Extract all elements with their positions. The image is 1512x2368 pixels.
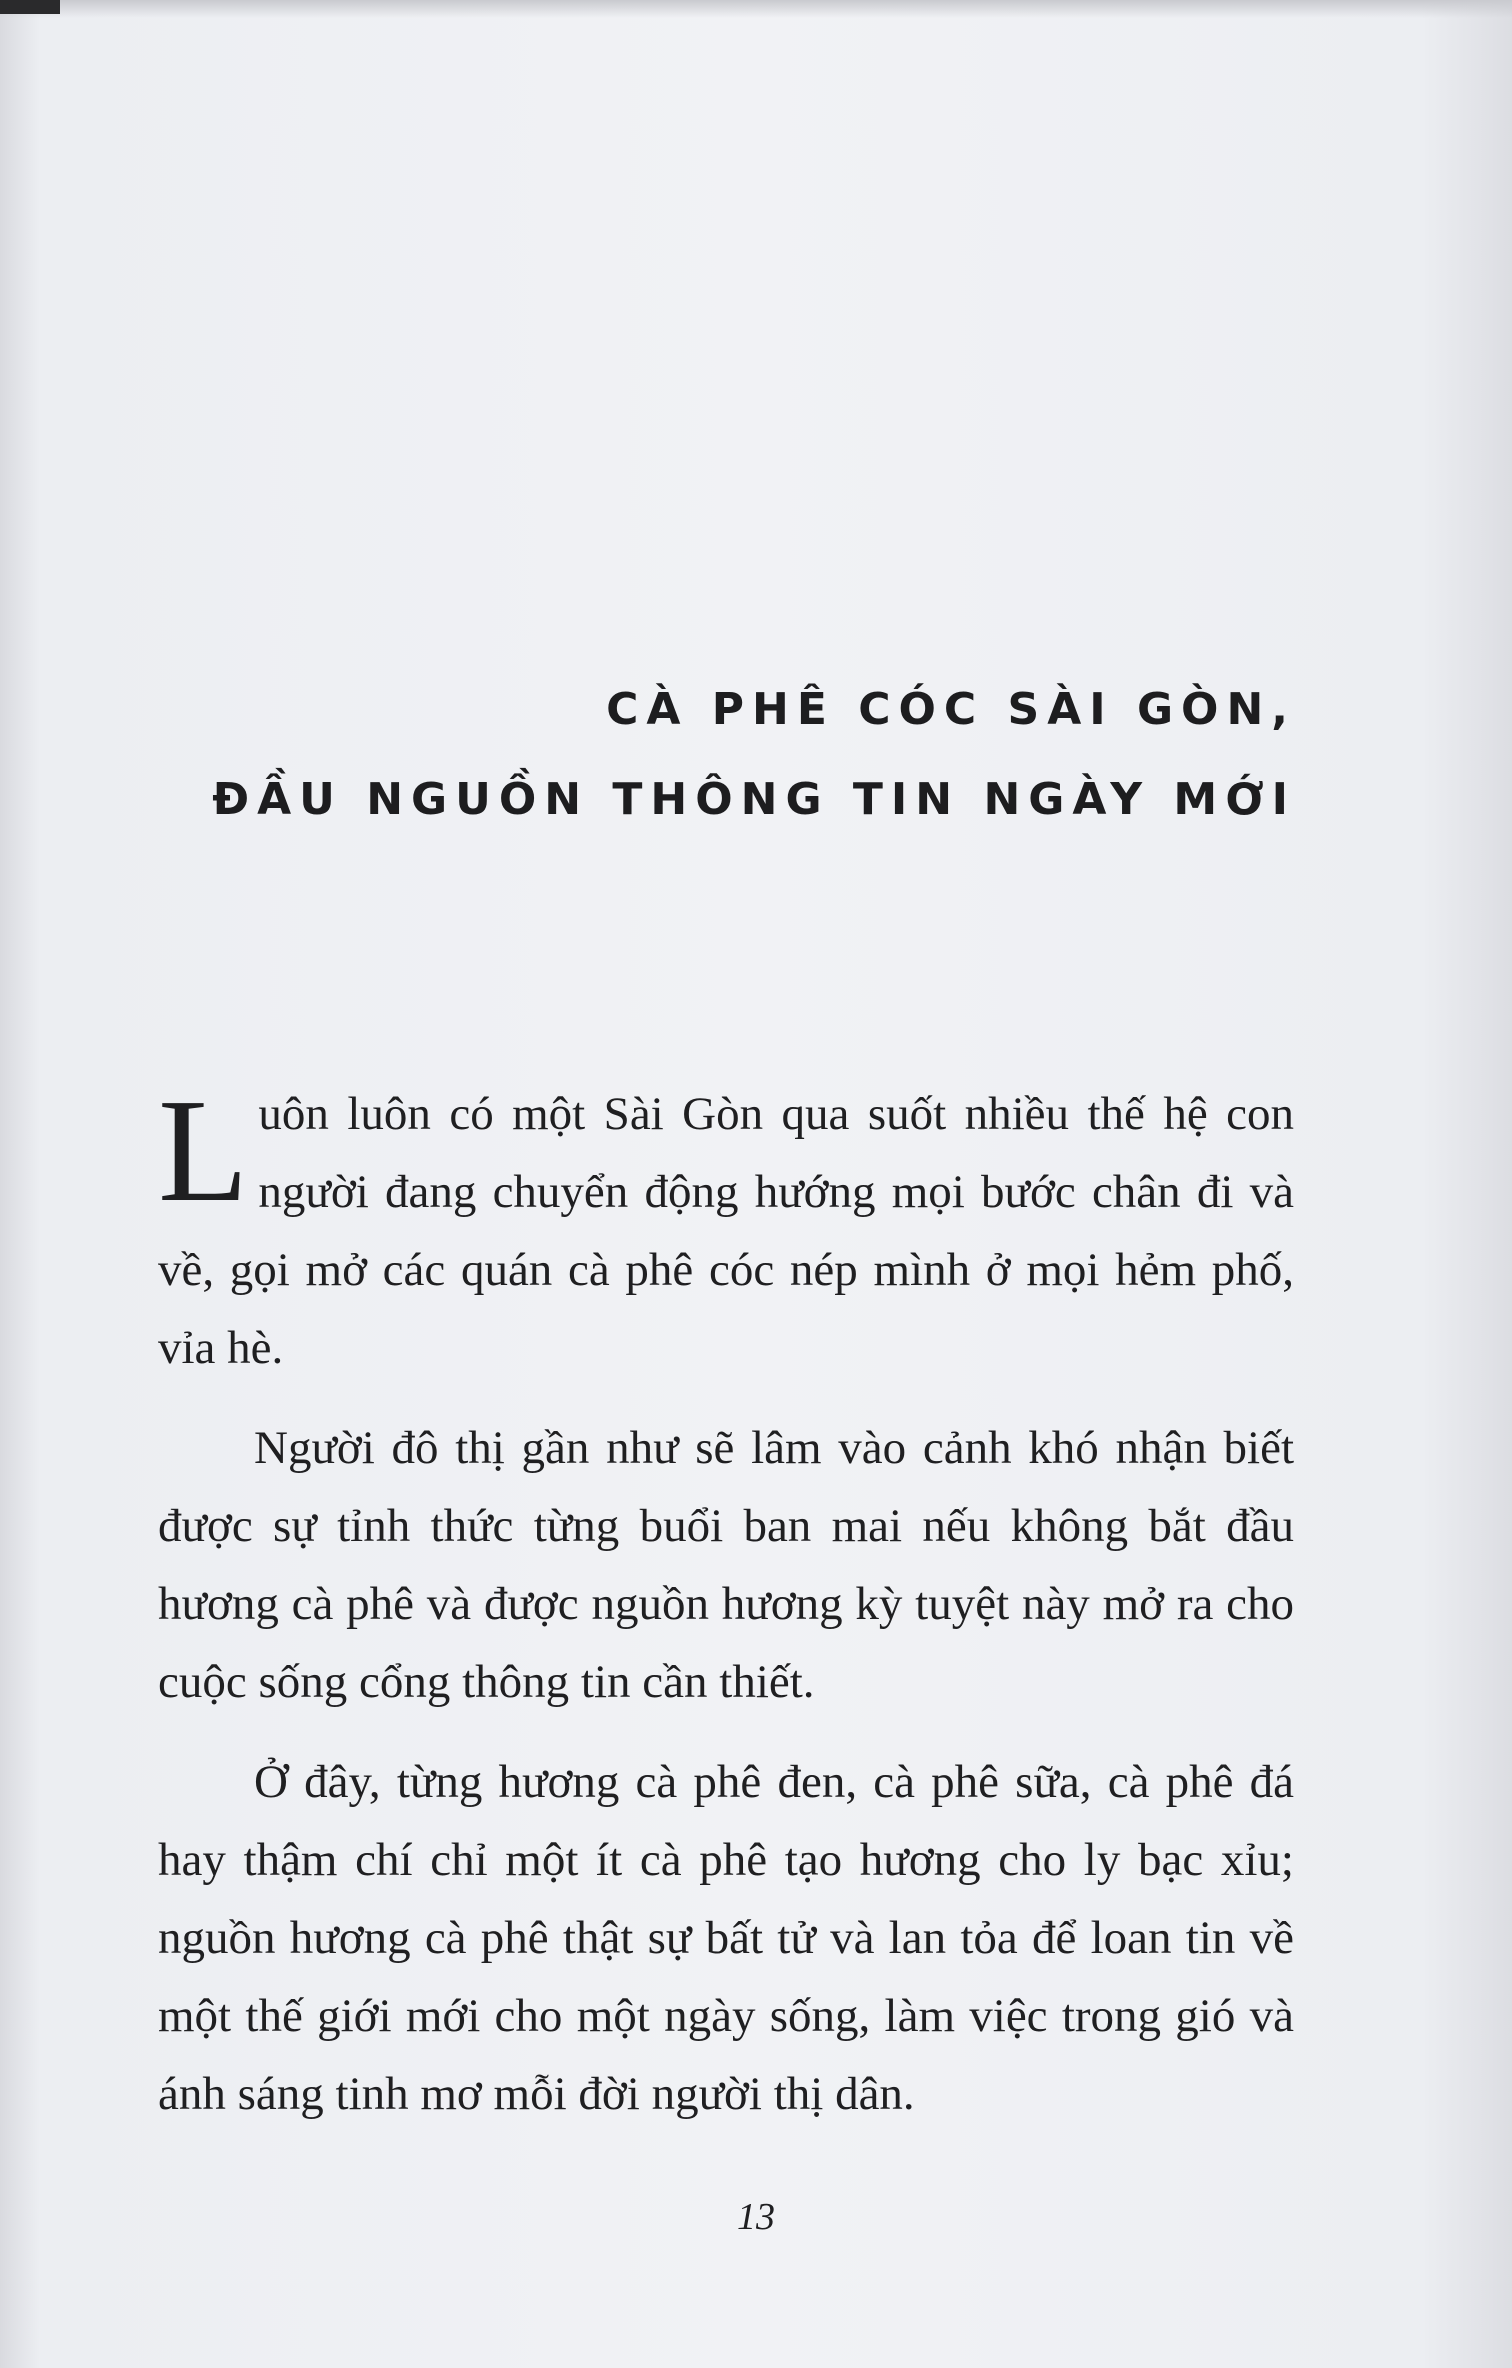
paragraph-3: Ở đây, từng hương cà phê đen, cà phê sữa, cà phê đá hay thậm chí chỉ một ít cà phê tạo hương cho ly bạc xỉu; nguồn hương cà phê thật sự bất tử và lan tỏa để loan tin về một thế giới mới cho một ngày sống, làm việc trong gió và ánh sáng tinh mơ mỗi đời người thị dân. [158, 1756, 1294, 2120]
page-number: 13 [737, 2196, 775, 2238]
chapter-title-line-2: ĐẦU NGUỒN THÔNG TIN NGÀY MỚI [212, 774, 1296, 825]
body-text [158, 1069, 1294, 2155]
page-corner-edge [0, 0, 60, 14]
paragraph-1-text: uôn luôn có một Sài Gòn qua suốt nhiều thế hệ con người đang chuyển động hướng mọi bước chân đi và về, gọi mở các quán cà phê cóc nép mình ở mọi hẻm phố, vỉa hè. [158, 1088, 1294, 1374]
chapter-title-line-1: CÀ PHÊ CÓC SÀI GÒN, [606, 684, 1296, 735]
page-top-shadow [0, 0, 1512, 18]
paragraph-2: Người đô thị gần như sẽ lâm vào cảnh khó nhận biết được sự tỉnh thức từng buổi ban mai nếu không bắt đầu hương cà phê và được nguồn hương kỳ tuyệt này mở ra cho cuộc sống cổng thông tin cần thiết. [158, 1422, 1294, 1708]
paragraph-1 [158, 1069, 1294, 1387]
drop-cap: L [158, 1069, 249, 1233]
chapter-title [212, 665, 1296, 845]
